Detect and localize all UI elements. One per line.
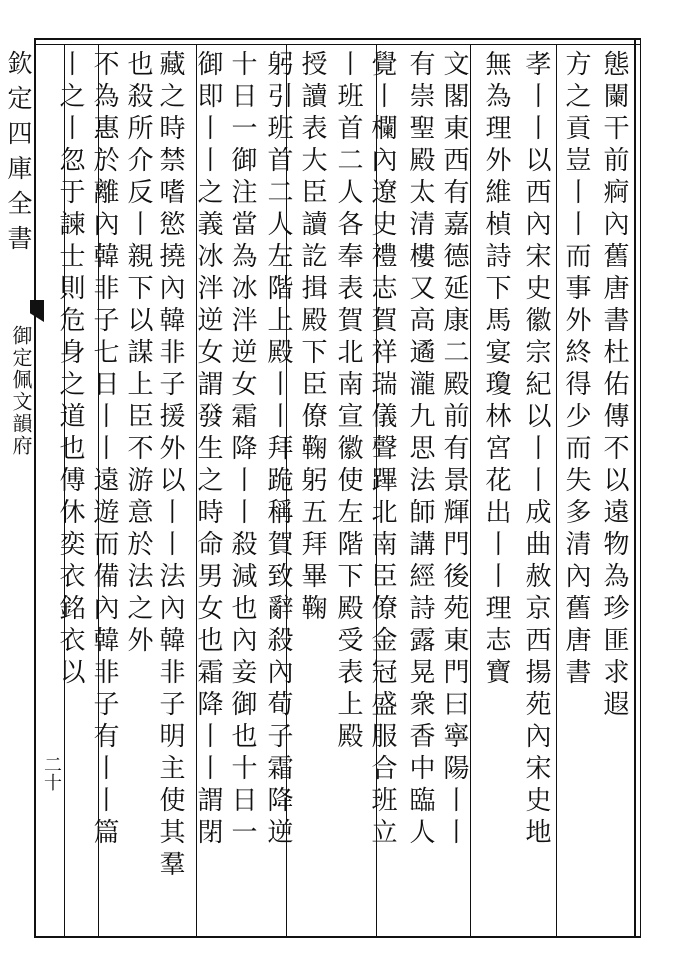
page-number: 二十: [41, 755, 62, 791]
fish-tail-mark: [30, 300, 44, 322]
text-column-2: 方之貢豈丨丨而事外終得少而失多清內舊唐書: [561, 50, 591, 690]
text-column-1: 態闌干前痾內舊唐書杜佑傳不以遠物為珍匪求遐: [599, 50, 629, 722]
text-column-11: 十日一御注當為冰泮逆女霜降丨丨殺減也內妾御也十日一: [227, 50, 257, 850]
text-column-15: 不為惠於離內韓非子七日丨丨遠遊而備內韓非子有丨丨篇: [89, 50, 119, 850]
top-border-inner: [34, 44, 640, 45]
text-column-9: 授讀表大臣讀訖揖殿下臣僚鞠躬五拜畢鞠: [297, 50, 327, 626]
right-border-outer: [640, 38, 641, 938]
text-column-13: 藏之時禁嗜慾撓內韓非子援外以丨丨法內韓非子明主使其羣: [155, 50, 185, 882]
text-column-10: 躬引班首二人左階上殿丨丨拜跪稱賀致辭殺內荀子霜降逆: [263, 50, 293, 850]
text-column-7: 覺丨欄內遼史禮志賀祥瑞儀聲蹕北南臣僚金冠盛服合班立: [367, 50, 397, 850]
text-column-3: 孝丨丨以西內宋史徽宗紀以丨丨成曲赦京西揚苑內宋史地: [521, 50, 551, 850]
text-column-12: 御即丨丨之義冰泮逆女謂發生之時命男女也霜降丨丨謂閉: [193, 50, 223, 850]
right-border: [634, 38, 636, 938]
margin-book-title: 欽定四庫全書: [4, 50, 33, 260]
text-column-5: 文閣東西有嘉德延康二殿前有景輝門後苑東門曰寧陽丨丨: [439, 50, 469, 850]
text-column-16: 丨之丨忽于諫士則危身之道也傅休奕衣銘衣以: [55, 50, 85, 690]
margin-book-name: 御定佩文韻府: [9, 325, 33, 457]
text-column-8: 丨班首二人各奉表賀北南宣徽使左階下殿受表上殿: [333, 50, 363, 754]
bottom-border: [34, 936, 640, 938]
text-column-14: 也殺所介反丨親下以謀上臣不游意於法之外: [123, 50, 153, 658]
text-column-6: 有崇聖殿太清樓又高遹瀧九思法師講經詩露晃衆香中臨人: [405, 50, 435, 850]
text-column-4: 無為理外維楨詩下馬宴瓊林宮花出丨丨理志寶: [481, 50, 511, 690]
top-border: [34, 38, 640, 40]
